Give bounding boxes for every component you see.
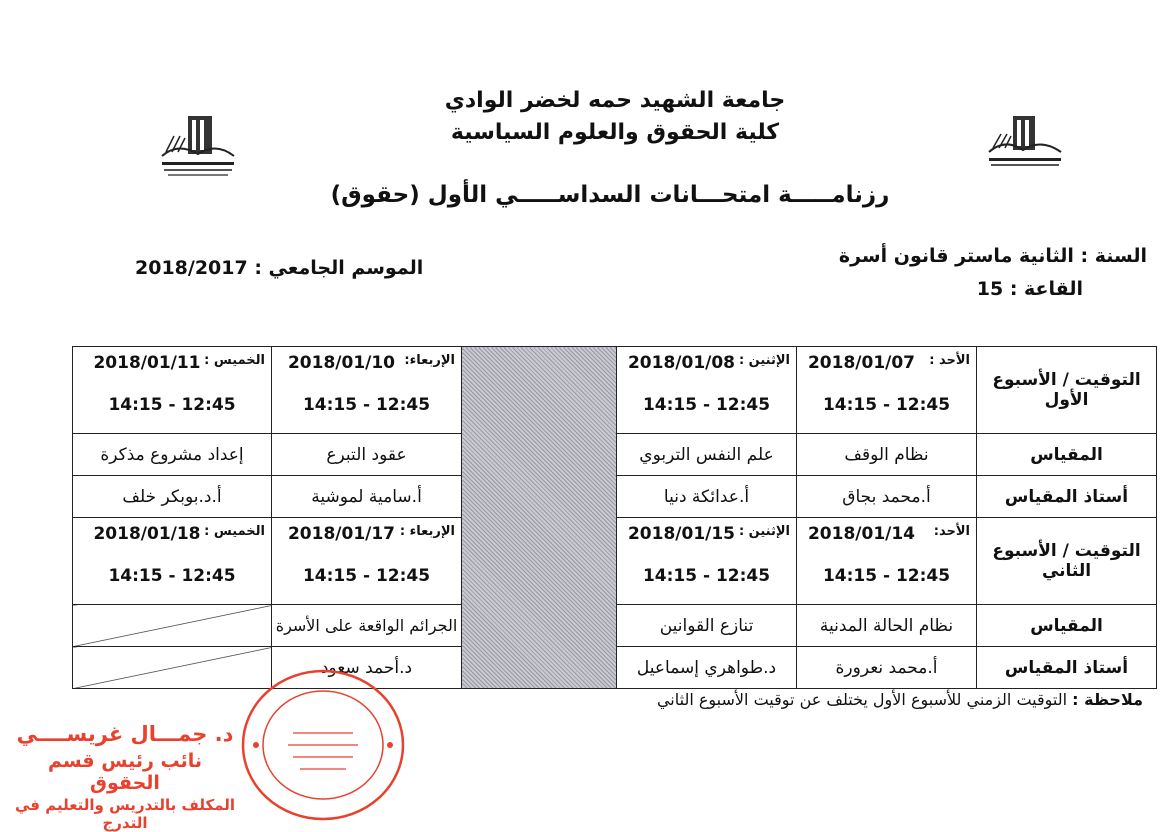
exam-date: 2018/01/07 — [807, 353, 916, 373]
professor-label: أستاذ المقياس — [977, 476, 1157, 518]
exam-date: 2018/01/17 — [287, 524, 396, 544]
exam-time: 14:15 - 12:45 — [108, 395, 236, 415]
university-logo-right — [985, 112, 1065, 176]
week1-time-row — [73, 347, 1157, 434]
professor-cell: أ.د.بوبكر خلف — [73, 476, 272, 518]
professor-cell: أ.سامية لموشية — [272, 476, 462, 518]
exam-time: 14:15 - 12:45 — [302, 566, 431, 586]
exam-schedule-table — [72, 346, 1157, 689]
subject-cell: علم النفس التربوي — [617, 434, 797, 476]
exam-date: 2018/01/11 — [93, 353, 201, 373]
professor-cell: أ.محمد نعرورة — [797, 647, 977, 689]
week2-label: التوقيت / الأسبوع الثاني — [977, 518, 1157, 605]
year-line: السنة : الثانية ماستر قانون أسرة — [838, 245, 1147, 267]
subject-cell: تنازع القوانين — [617, 605, 797, 647]
week1-slot-2 — [617, 347, 797, 434]
exam-date: 2018/01/15 — [627, 524, 736, 544]
empty-crossed-cell — [73, 605, 272, 647]
day-label: الإربعاء: — [404, 353, 455, 368]
exam-date: 2018/01/10 — [287, 353, 396, 373]
exam-date: 2018/01/14 — [807, 524, 916, 544]
day-label: الخميس : — [204, 524, 265, 539]
signatory-role: نائب رئيس قسم الحقوق — [47, 750, 203, 794]
signatory-subrole: المكلف بالتدريس والتعليم في التدرج — [14, 796, 236, 832]
professor-cell: د.أحمد سعود — [272, 647, 462, 689]
exam-time: 14:15 - 12:45 — [822, 566, 951, 586]
day-label: الإربعاء : — [399, 524, 455, 539]
week2-slot-4 — [73, 518, 272, 605]
exam-time: 14:15 - 12:45 — [642, 566, 771, 586]
exam-time: 14:15 - 12:45 — [108, 566, 236, 586]
week1-slot-4 — [73, 347, 272, 434]
day-label: الإثنين : — [738, 524, 790, 539]
week1-slot-3 — [272, 347, 462, 434]
week1-slot-1 — [797, 347, 977, 434]
season-line: الموسم الجامعي : 2018/2017 — [135, 257, 424, 279]
exam-date: 2018/01/18 — [93, 524, 201, 544]
note — [657, 690, 1143, 709]
day-label: الأحد : — [929, 353, 970, 368]
signatory-name: د. جمـــال غريســــي — [16, 722, 234, 746]
week2-slot-1 — [797, 518, 977, 605]
official-stamp — [238, 665, 408, 829]
exam-date: 2018/01/08 — [627, 353, 736, 373]
subject-label: المقياس — [977, 434, 1157, 476]
hall-line: القاعة : 15 — [976, 278, 1083, 300]
subject-cell: نظام الحالة المدنية — [797, 605, 977, 647]
professor-cell: أ.عدائكة دنيا — [617, 476, 797, 518]
subject-cell: إعداد مشروع مذكرة — [73, 434, 272, 476]
professor-label: أستاذ المقياس — [977, 647, 1157, 689]
professor-cell: د.طواهري إسماعيل — [617, 647, 797, 689]
university-name: جامعة الشهيد حمه لخضر الوادي — [444, 88, 786, 113]
signature-block — [10, 722, 240, 832]
week1-label: التوقيت / الأسبوع الأول — [977, 347, 1157, 434]
day-label: الإثنين : — [738, 353, 790, 368]
separator-column — [462, 347, 617, 689]
subject-label: المقياس — [977, 605, 1157, 647]
exam-time: 14:15 - 12:45 — [822, 395, 951, 415]
professor-cell: أ.محمد بجاق — [797, 476, 977, 518]
exam-time: 14:15 - 12:45 — [302, 395, 431, 415]
week2-slot-2 — [617, 518, 797, 605]
day-label: الخميس : — [204, 353, 265, 368]
subject-cell: نظام الوقف — [797, 434, 977, 476]
day-label: الأحد: — [933, 524, 970, 539]
exam-time: 14:15 - 12:45 — [642, 395, 771, 415]
page-title: رزنامـــــة امتحـــانات السداســـــي الأول (حقوق) — [330, 182, 890, 208]
subject-cell: عقود التبرع — [272, 434, 462, 476]
note-text: التوقيت الزمني للأسبوع الأول يختلف عن توقيت الأسبوع الثاني — [656, 690, 1068, 709]
note-label: ملاحظة : — [1072, 690, 1143, 709]
week2-slot-3 — [272, 518, 462, 605]
university-logo-left — [158, 112, 238, 186]
subject-cell: الجرائم الواقعة على الأسرة — [272, 605, 462, 647]
faculty-name: كلية الحقوق والعلوم السياسية — [450, 120, 780, 145]
